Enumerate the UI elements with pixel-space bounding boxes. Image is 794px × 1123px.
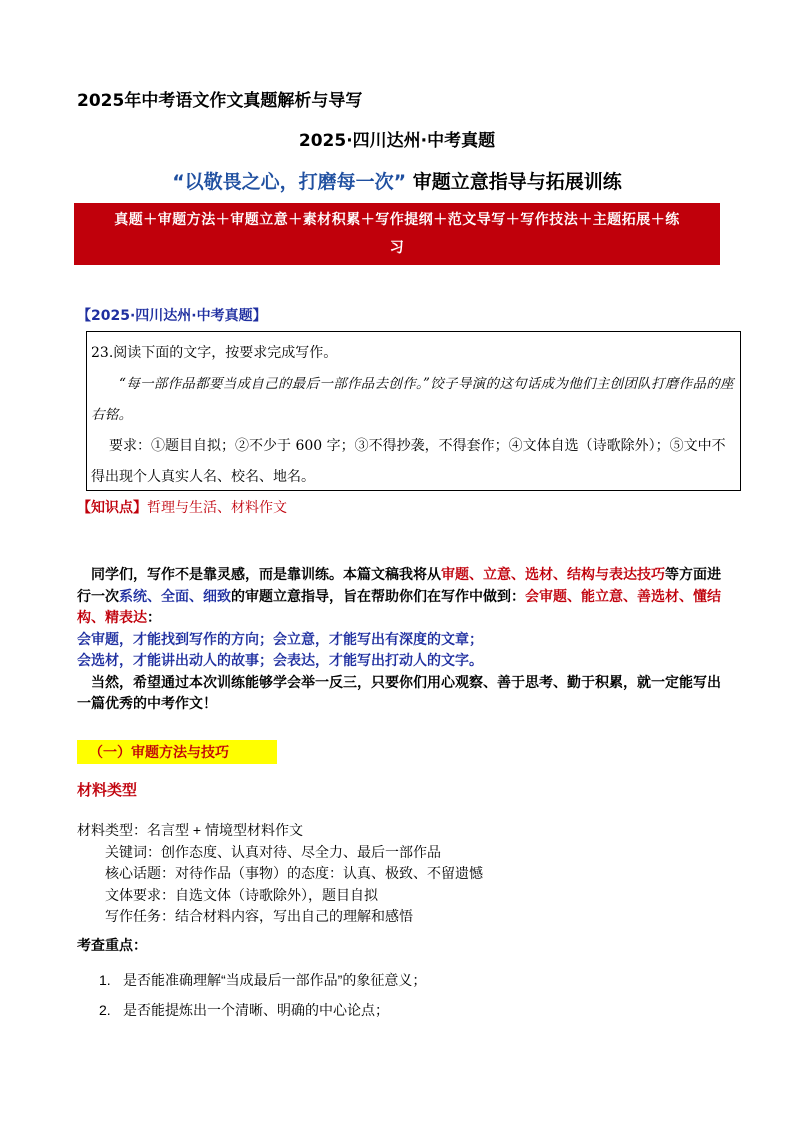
question-source-tag: 【2025·四川达州·中考真题】: [77, 308, 267, 324]
banner-line-2: 习: [389, 240, 405, 256]
list-item: [77, 995, 426, 1025]
question-quote: “每一部作品都要当成自己的最后一部作品去创作。”饺子导演的这句话成为他们主创团队打磨作品的座右铭。: [91, 376, 734, 423]
question-box: [86, 331, 741, 491]
intro-highlight-red: 审题、立意、选材、结构与表达技巧: [441, 567, 665, 583]
intro-line-3: 会选材，才能讲出动人的故事；会表达，才能写出打动人的文字。: [77, 653, 483, 669]
keywords: 关键词：创作态度、认真对待、尽全力、最后一部作品: [105, 843, 441, 860]
exam-subtitle: 2025·四川达州·中考真题: [298, 131, 496, 151]
list-number: 2.: [99, 1002, 111, 1018]
material-type-heading: 材料类型: [77, 781, 138, 799]
banner-line-1: 真题＋审题方法＋审题立意＋素材积累＋写作提纲＋范文导写＋写作技法＋主题拓展＋练: [114, 212, 680, 228]
list-number: 1.: [99, 972, 111, 988]
list-text: 是否能准确理解“当成最后一部作品”的象征意义；: [123, 972, 427, 988]
contents-banner: [74, 203, 720, 265]
knowledge-label: 【知识点】: [77, 500, 147, 516]
document-title: 2025年中考语文作文真题解析与导写: [77, 91, 363, 111]
core-topic: 核心话题：对待作品（事物）的态度：认真、极致、不留遗憾: [105, 865, 483, 881]
intro-paragraph-4: [77, 673, 727, 716]
genre-requirement: 文体要求：自选文体（诗歌除外），题目自拟: [105, 886, 378, 903]
intro-highlight-blue: 系统、全面、细致: [119, 588, 231, 605]
main-title-rest: 审题立意指导与拓展训练: [406, 171, 622, 193]
intro-text: 当然，希望通过本次训练能够学会举一反三，只要你们用心观察、善于思考、勤于积累，就一定能写出一篇优秀的中考作文！: [77, 674, 721, 712]
material-analysis: [77, 820, 483, 928]
intro-text: 的审题立意指导，旨在帮助你们在写作中做到：: [231, 588, 525, 605]
intro-text: 等方面进行一次: [77, 567, 721, 605]
list-text: 是否能提炼出一个清晰、明确的中心论点；: [123, 1002, 389, 1018]
focus-list: [77, 965, 426, 1025]
writing-task: 写作任务：结合材料内容，写出自己的理解和感悟: [105, 908, 413, 924]
material-type: 材料类型：名言型 + 情境型材料作文: [77, 822, 303, 838]
main-title: [0, 167, 794, 194]
knowledge-text: 哲理与生活、材料作文: [147, 500, 287, 516]
intro-highlight-red: 会审题、能立意、善选材、懂结构、精表达: [77, 588, 721, 626]
question-requirement: 要求：①题目自拟；②不少于 600 字；③不得抄袭，不得套作；④文体自选（诗歌除外）；⑤文中不得出现个人真实人名、校名、地名。: [91, 438, 726, 485]
intro-paragraph-1: [77, 565, 727, 630]
intro-text: 同学们，写作不是靠灵感，而是靠训练。本篇文稿我将从: [91, 567, 441, 583]
knowledge-point: [77, 497, 287, 517]
intro-text: ：: [147, 610, 161, 626]
intro-line-2: 会审题，才能找到写作的方向；会立意，才能写出有深度的文章；: [77, 631, 483, 648]
list-item: [77, 965, 426, 995]
section-heading: （一）审题方法与技巧: [77, 740, 277, 764]
main-title-quote: “以敬畏之心，打磨每一次”: [172, 171, 407, 193]
focus-heading: 考查重点：: [77, 938, 147, 954]
intro-paragraphs: [77, 565, 727, 716]
question-number: 23.阅读下面的文字，按要求完成写作。: [91, 345, 338, 361]
